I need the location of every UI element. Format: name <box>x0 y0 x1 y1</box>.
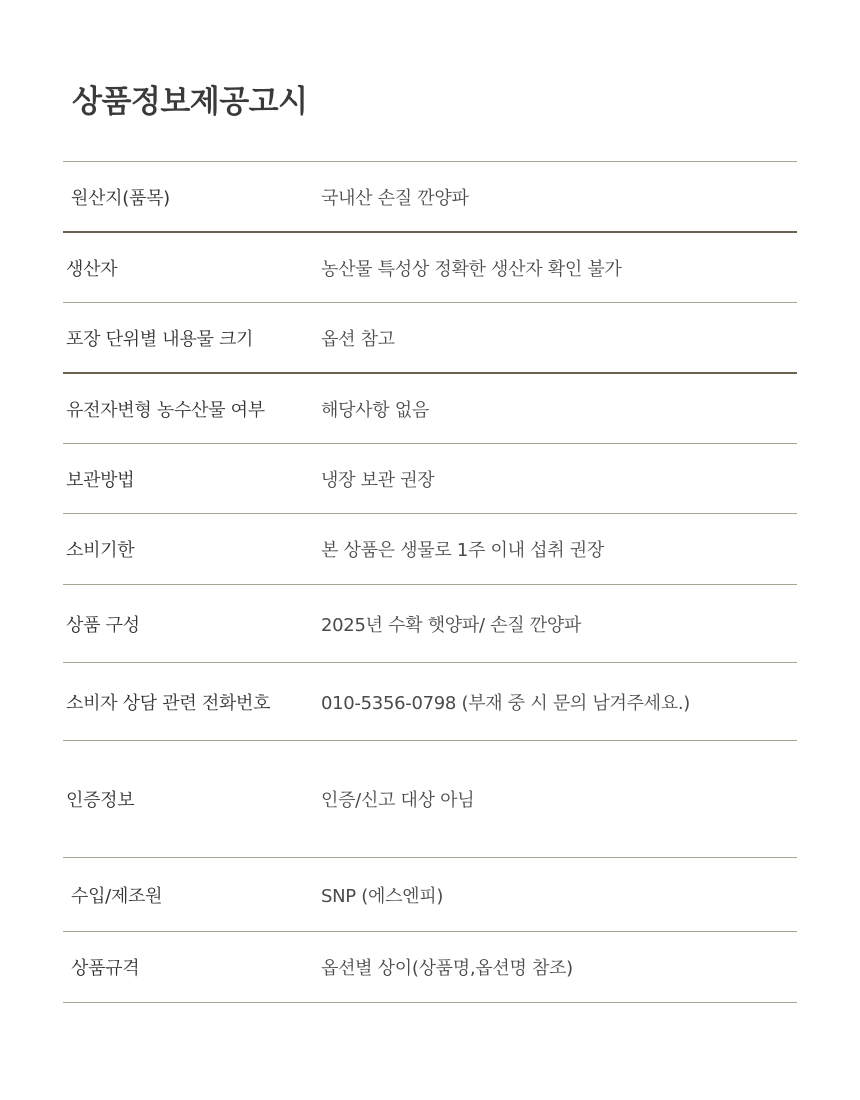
table-row-manufacturer <box>63 858 797 932</box>
table-row-gmo <box>63 374 797 444</box>
row-label: 상품 구성 <box>66 614 140 636</box>
product-info-table <box>63 161 797 1003</box>
row-label: 인증정보 <box>66 790 135 811</box>
table-row-certification <box>63 741 797 858</box>
row-label: 보관방법 <box>66 469 135 491</box>
row-value: 2025년 수확 햇양파/ 손질 깐양파 <box>321 614 582 636</box>
row-value: SNP (에스엔피) <box>321 885 444 907</box>
row-value: 인증/신고 대상 아님 <box>321 790 475 811</box>
row-value: 옵션별 상이(상품명,옵션명 참조) <box>321 958 573 979</box>
row-label: 유전자변형 농수산물 여부 <box>66 399 265 421</box>
row-label: 상품규격 <box>71 958 140 979</box>
table-row-composition <box>63 585 797 663</box>
row-label: 원산지(품목) <box>71 187 170 209</box>
table-row-producer <box>63 233 797 303</box>
row-value: 본 상품은 생물로 1주 이내 섭취 권장 <box>321 540 604 561</box>
page-title: 상품정보제공고시 <box>72 84 308 120</box>
row-value: 옵션 참고 <box>321 328 395 350</box>
row-label: 생산자 <box>66 258 118 280</box>
table-row-spec <box>63 932 797 1003</box>
row-value: 해당사항 없음 <box>321 399 429 421</box>
row-label: 소비자 상담 관련 전화번호 <box>66 692 271 714</box>
table-row-expiry <box>63 514 797 585</box>
row-label: 수입/제조원 <box>71 885 163 907</box>
row-label: 포장 단위별 내용물 크기 <box>66 328 254 350</box>
row-value: 국내산 손질 깐양파 <box>321 187 469 209</box>
table-row-phone <box>63 663 797 741</box>
row-value: 농산물 특성상 정확한 생산자 확인 불가 <box>321 258 622 280</box>
row-value: 010-5356-0798 (부재 중 시 문의 남겨주세요.) <box>321 692 691 714</box>
row-label: 소비기한 <box>66 540 135 561</box>
row-value: 냉장 보관 권장 <box>321 469 435 491</box>
table-row-storage <box>63 444 797 514</box>
table-row-origin <box>63 162 797 233</box>
table-row-package-size <box>63 303 797 374</box>
